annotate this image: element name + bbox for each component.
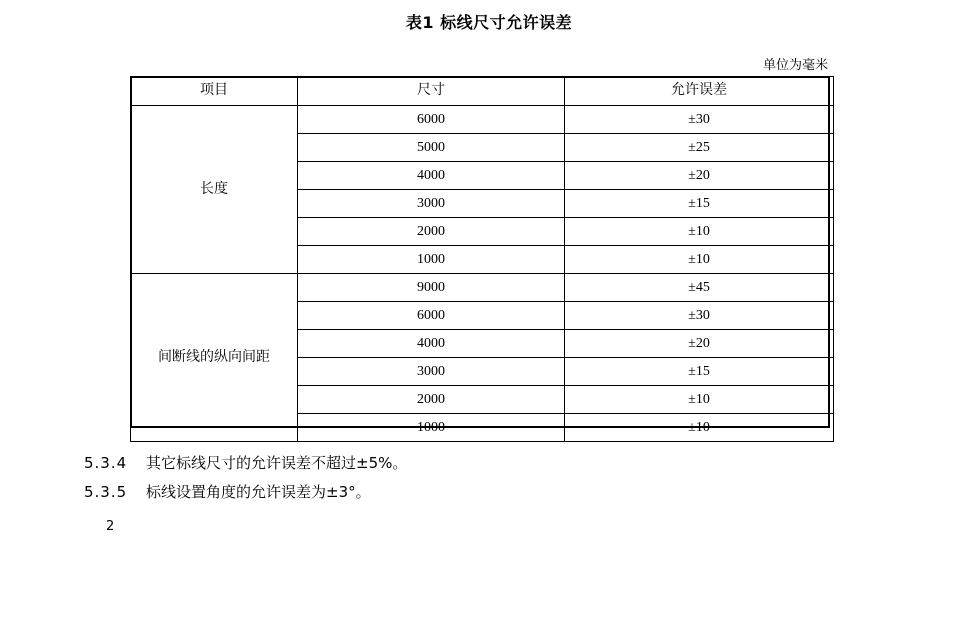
cell-size: 1000 xyxy=(298,414,565,442)
cell-size: 1000 xyxy=(298,246,565,274)
column-header-item: 项目 xyxy=(131,77,298,106)
clause-text: 其它标线尺寸的允许误差不超过±5%。 xyxy=(146,454,408,472)
table-header-row xyxy=(131,77,834,106)
page-title: 表1 标线尺寸允许误差 xyxy=(405,13,573,32)
cell-size: 4000 xyxy=(298,162,565,190)
cell-size: 6000 xyxy=(298,302,565,330)
cell-size: 2000 xyxy=(298,386,565,414)
cell-size: 3000 xyxy=(298,358,565,386)
clause-text: 标线设置角度的允许误差为±3°。 xyxy=(146,483,371,501)
unit-note: 单位为毫米 xyxy=(762,58,828,73)
clause-number: 5.3.5 xyxy=(84,483,128,501)
cell-size: 9000 xyxy=(298,274,565,302)
table-row xyxy=(131,274,834,302)
clause-number: 5.3.4 xyxy=(84,454,128,472)
cell-size: 3000 xyxy=(298,190,565,218)
cell-tolerance: ±30 xyxy=(565,302,834,330)
cell-tolerance: ±20 xyxy=(565,162,834,190)
clause-5-3-4 xyxy=(84,452,407,473)
group-label-gap: 间断线的纵向间距 xyxy=(131,274,298,442)
cell-tolerance: ±15 xyxy=(565,358,834,386)
cell-size: 4000 xyxy=(298,330,565,358)
group-label-length: 长度 xyxy=(131,106,298,274)
cell-tolerance: ±45 xyxy=(565,274,834,302)
column-header-tolerance: 允许误差 xyxy=(565,77,834,106)
cell-tolerance: ±25 xyxy=(565,134,834,162)
table-row xyxy=(131,106,834,134)
cell-tolerance: ±30 xyxy=(565,106,834,134)
cell-tolerance: ±15 xyxy=(565,190,834,218)
cell-tolerance: ±10 xyxy=(565,386,834,414)
cell-size: 6000 xyxy=(298,106,565,134)
cell-tolerance: ±10 xyxy=(565,218,834,246)
cell-tolerance: ±10 xyxy=(565,246,834,274)
clause-5-3-5 xyxy=(84,481,371,502)
cell-tolerance: ±20 xyxy=(565,330,834,358)
tolerance-table xyxy=(130,76,834,442)
page-number: 2 xyxy=(106,519,115,534)
column-header-size: 尺寸 xyxy=(298,77,565,106)
cell-size: 5000 xyxy=(298,134,565,162)
cell-size: 2000 xyxy=(298,218,565,246)
cell-tolerance: ±10 xyxy=(565,414,834,442)
